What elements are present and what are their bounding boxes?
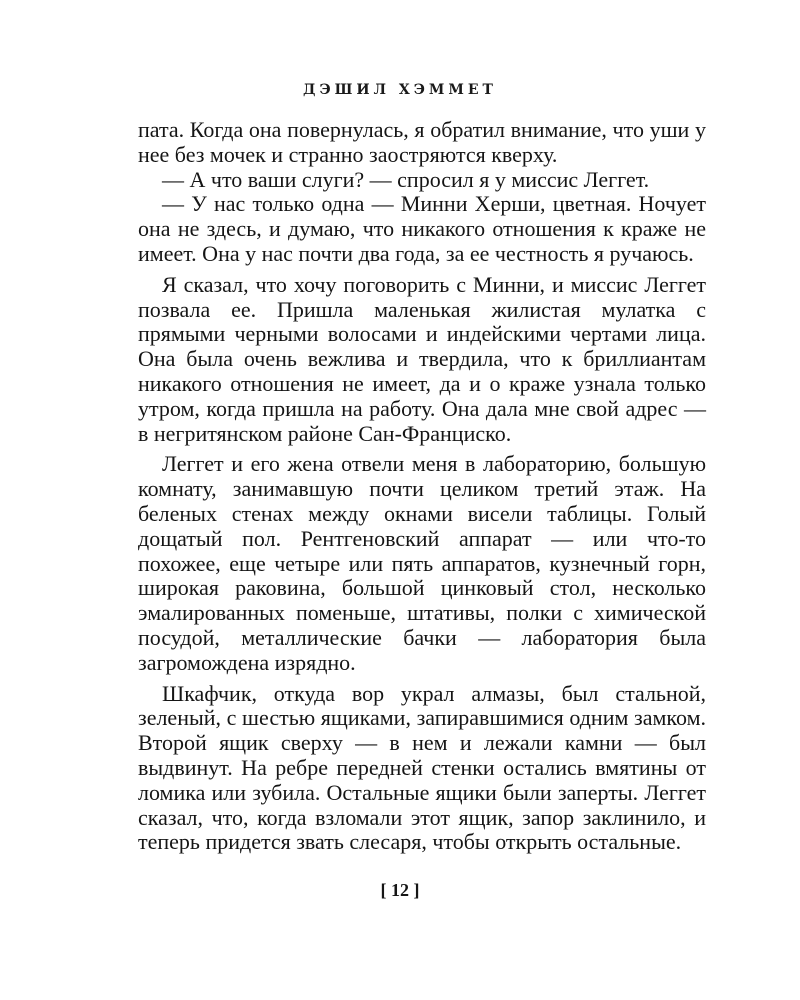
paragraph-dialogue-answer: — У нас только одна — Минни Херши, цветная. Ночует она не здесь, и думаю, что никакого отношения к краже не имеет. Она у нас почти два года, за ее честность я ручаюсь. (138, 191, 706, 266)
page-body-text (138, 118, 706, 855)
page-number: [ 12 ] (380, 880, 420, 900)
paragraph-minnie: Я сказал, что хочу поговорить с Минни, и миссис Леггет позвала ее. Пришла маленькая жилистая мулатка с прямыми черными волосами и индейскими чертами лица. Она была очень вежлива и твердила, что к бриллиантам никакого отношения не имеет, да и о краже узнала только утром, когда пришла на работу. Она дала мне свой адрес — в негритянском районе Сан-Франциско. (138, 271, 706, 446)
paragraph-cabinet: Шкафчик, откуда вор украл алмазы, был стальной, зеленый, с шестью ящиками, запиравшимися одним замком. Второй ящик сверху — в нем и лежали камни — был выдвинут. На ребре передней стенки остались вмятины от ломика или зубила. Остальные ящики были заперты. Леггет сказал, что, когда взломали этот ящик, запор заклинило, и теперь придется звать слесаря, чтобы открыть остальные. (138, 680, 706, 855)
running-head-author: ДЭШИЛ ХЭММЕТ (303, 82, 497, 98)
paragraph-laboratory: Леггет и его жена отвели меня в лабораторию, большую комнату, занимавшую почти целиком третий этаж. На беленых стенах между окнами висели таблицы. Голый дощатый пол. Рентгеновский аппарат — или что-то похожее, еще четыре или пять аппаратов, кузнечный горн, широкая раковина, большой цинковый стол, несколько эмалированных поменьше, штативы, полки с химической посудой, металлические бачки — лаборатория была загромождена изрядно. (138, 451, 706, 675)
paragraph-continued: пата. Когда она повернулась, я обратил внимание, что уши у нее без мочек и странно заостряются кверху. (138, 117, 706, 167)
paragraph-dialogue-question: — А что ваши слуги? — спросил я у миссис Леггет. (162, 166, 650, 192)
